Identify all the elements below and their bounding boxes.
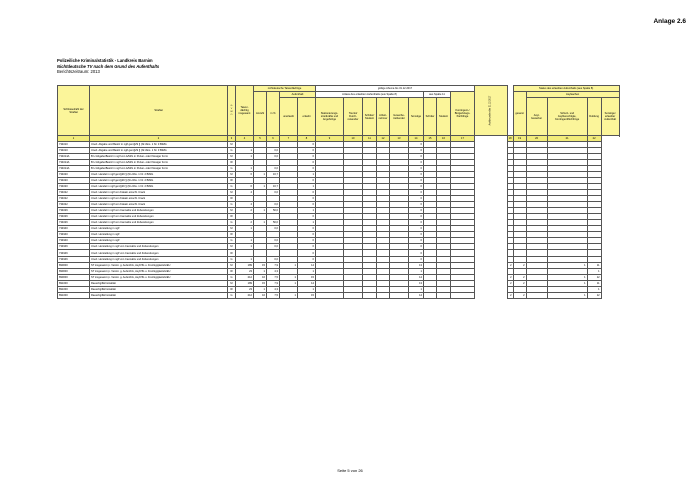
cell-c5: 1 (254, 183, 267, 189)
cell-s: Unerl. Handel in nglf gem§29 § (Nr./Abs. 1 Nr. 2 BtMG (90, 177, 228, 183)
cell-s: Unerl. Handel in nglf gem§29 § (Nr./Abs. 1 Nr. 2 BtMG (90, 171, 228, 177)
cell-c14: 14 (409, 274, 424, 280)
cell-c5: 16 (254, 292, 267, 298)
cell-c6: 0,0 (267, 238, 280, 244)
cell-k: 734014A (58, 153, 90, 159)
cell-g: M (228, 190, 236, 196)
column-gap (475, 292, 508, 298)
cell-c8: 1 (298, 183, 316, 189)
cell-c8: 0 (298, 226, 316, 232)
cell-k: 734946 (58, 244, 90, 250)
header-erlaubt: erlaubt (298, 98, 316, 136)
statistics-table (57, 85, 620, 299)
cell-c18: 2 (507, 262, 513, 268)
column-number: 21 (547, 136, 587, 142)
cell-c6: 0,0 (267, 226, 280, 232)
cell-g: G (228, 165, 236, 171)
cell-c8: 1 (298, 268, 316, 274)
cell-g: G (228, 238, 236, 244)
header-schluessel: Schlüsselzahl der Straftat (58, 86, 90, 136)
cell-c6: 16,7 (267, 183, 280, 189)
cell-k: 734026 (58, 214, 90, 220)
header-stationierung: Stationierungs- streitkräfte und Angehörige (316, 98, 344, 136)
column-number: 13 (390, 136, 409, 142)
cell-k: 734010 (58, 141, 90, 147)
cell-c14: 0 (409, 226, 424, 232)
cell-s: Unerl. Handel in nglf von Kokain einschl. Crack (90, 190, 228, 196)
cell-c14: 0 (409, 165, 424, 171)
cell-c8: 0 (298, 196, 316, 202)
cell-c7: 1 (280, 292, 298, 298)
cell-k: 734940 (58, 226, 90, 232)
header-aufenthalt: Aufenthalt (280, 92, 316, 98)
cell-c4: 2 (236, 208, 254, 214)
cell-c8: 0 (298, 238, 316, 244)
cell-k: 734022 (58, 196, 90, 202)
cell-c4: 1 (236, 256, 254, 262)
cell-g: W (228, 196, 236, 202)
header-kontingent: Kontingent-/ Bürgerkriegs- flüchtlinge (451, 92, 475, 136)
cell-g: M (228, 153, 236, 159)
cell-c14: 0 (409, 147, 424, 153)
cell-c21: 1 (547, 292, 587, 298)
column-number: 10 (344, 136, 363, 142)
cell-c8: 0 (298, 177, 316, 183)
cell-g: M (228, 226, 236, 232)
cell-c14: 0 (409, 208, 424, 214)
cell-c16 (437, 292, 451, 298)
cell-c15 (424, 292, 437, 298)
header-nichtdeutsch: nichtdeutsche Tatverdächtige (254, 86, 316, 92)
cell-g: W (228, 268, 236, 274)
cell-s: Unerl. Handel in nglf von Cannabis und Zubereitungen (90, 214, 228, 220)
cell-k: 734022 (58, 202, 90, 208)
column-number: 6 (267, 136, 280, 142)
cell-c6: 7,5 (267, 292, 280, 298)
column-number: 20 (526, 136, 547, 142)
cell-c8: 0 (298, 214, 316, 220)
cell-c4: 23 (236, 268, 254, 274)
header-gvm: G V M O (228, 86, 236, 136)
cell-s: Unerl. Herstellung in nglf von Cannabis und Zubereitungen (90, 256, 228, 262)
cell-c8: 1 (298, 220, 316, 226)
cell-k: 890000 (58, 268, 90, 274)
cell-c19: 2 (513, 262, 526, 268)
cell-c8: 0 (298, 147, 316, 153)
cell-k: 891000 (58, 292, 90, 298)
cell-c8: 0 (298, 232, 316, 238)
cell-c8: 0 (298, 141, 316, 147)
header-gewerbe: Gewerbe- treibender (390, 98, 409, 136)
header-vertical: Asylbewerber bis 31.12.2017 (475, 86, 508, 136)
cell-g: W (228, 286, 236, 292)
cell-s: ST insgesamt (o. Verstö. g. AufenthG, AsylVfG u. FreizügigkeitsG/EU (90, 274, 228, 280)
cell-c8: 15 (298, 292, 316, 298)
cell-c8: 0 (298, 165, 316, 171)
cell-c4: 1 (236, 244, 254, 250)
cell-c8: 1 (298, 171, 316, 177)
header-sonstige: Sonstige (409, 98, 424, 136)
cell-c5: 1 (254, 208, 267, 214)
cell-c9 (316, 292, 344, 298)
cell-c14: 0 (409, 244, 424, 250)
column-number: 5 (254, 136, 267, 142)
cell-k: 890000 (58, 262, 90, 268)
cell-g: M (228, 141, 236, 147)
cell-g: W (228, 177, 236, 183)
cell-c14: 0 (409, 177, 424, 183)
column-number: 3 (228, 136, 236, 142)
header-duldung: Duldung (587, 98, 601, 136)
column-number: 9 (316, 136, 344, 142)
cell-c8: 1 (298, 286, 316, 292)
cell-s: Rauschgiftkriminalität (90, 286, 228, 292)
header-straftat: Straftat (90, 86, 228, 136)
cell-c6: 50,0 (267, 208, 280, 214)
cell-g: M (228, 244, 236, 250)
cell-k: 734014A (58, 165, 90, 171)
cell-c19: 2 (513, 280, 526, 286)
column-number: 1 (58, 136, 90, 142)
cell-c4: 4 (236, 190, 254, 196)
column-number: 2 (90, 136, 228, 142)
cell-s: Unerl. Handel in nglf von Cannabis und Zubereitungen (90, 208, 228, 214)
cell-s: Unerl. Herstellung in nglf von Cannabis und Zubereitungen (90, 244, 228, 250)
cell-s: Unerl. Herstellung in nglf (90, 226, 228, 232)
header-gesamt: gesamt (513, 92, 526, 136)
cell-g: M (228, 280, 236, 286)
cell-c14: 13 (409, 262, 424, 268)
cell-s: Unerl. Abgabe und Besitz in nglf gem§29 § (Nr./Abs. 1 Nr. 3 BtMG (90, 141, 228, 147)
cell-c7: 1 (280, 280, 298, 286)
cell-c5: 15 (254, 280, 267, 286)
column-number: 19 (513, 136, 526, 142)
cell-c5: 1 (254, 286, 267, 292)
cell-c22: 11 (587, 262, 601, 268)
cell-g: W (228, 159, 236, 165)
cell-k: 891000 (58, 286, 90, 292)
cell-c6: 4,3 (267, 286, 280, 292)
cell-s: ST insgesamt (o. Verstö. g. AufenthG, AsylVfG u. FreizügigkeitsG/EU (90, 262, 228, 268)
report-header (57, 58, 159, 75)
header-in-pct: in % (267, 92, 280, 136)
cell-s: Unerl. Herstellung in nglf (90, 232, 228, 238)
cell-g: G (228, 256, 236, 262)
header-aus-spalte-11: aus Spalte 11 (424, 92, 451, 98)
cell-c7: 1 (280, 274, 298, 280)
cell-c4: 1 (236, 226, 254, 232)
header-schueler: Schüler (424, 98, 437, 136)
cell-c14: 0 (409, 141, 424, 147)
cell-c8: 0 (298, 153, 316, 159)
cell-c8: 1 (298, 208, 316, 214)
cell-c6: 7,9 (267, 262, 280, 268)
table-row (58, 292, 620, 298)
cell-k: 891000 (58, 280, 90, 286)
cell-c14: 14 (409, 292, 424, 298)
column-number: 22 (587, 136, 601, 142)
cell-k: 734946 (58, 256, 90, 262)
column-number: 16 (437, 136, 451, 142)
header-schutz: Schutz- und Asylberechtigte, Kontingentflüchtlinge (547, 98, 587, 136)
column-number: 14 (409, 136, 424, 142)
cell-g: G (228, 274, 236, 280)
cell-c18: 2 (507, 280, 513, 286)
cell-c6: 0,0 (267, 202, 280, 208)
cell-c5: 1 (254, 220, 267, 226)
cell-c4: 189 (236, 280, 254, 286)
cell-c6: 7,5 (267, 274, 280, 280)
cell-c12 (377, 292, 390, 298)
column-number: 4 (236, 136, 254, 142)
column-number: 12 (377, 136, 390, 142)
cell-s: Rauschgiftkriminalität (90, 280, 228, 286)
cell-c14: 0 (409, 159, 424, 165)
cell-g: W (228, 232, 236, 238)
cell-k: 734940 (58, 232, 90, 238)
cell-c14: 0 (409, 220, 424, 226)
cell-c22: 1 (587, 286, 601, 292)
cell-g: G (228, 202, 236, 208)
cell-k: 734020 (58, 183, 90, 189)
cell-k: 734020 (58, 177, 90, 183)
cell-g: M (228, 208, 236, 214)
cell-c4: 1 (236, 165, 254, 171)
cell-c4: 2 (236, 220, 254, 226)
header-arbeitnehmer: Arbeit- nehmer (377, 98, 390, 136)
cell-c21: 1 (547, 262, 587, 268)
cell-c6: 0,0 (267, 256, 280, 262)
cell-c22: 11 (587, 280, 601, 286)
cell-k: 734026 (58, 220, 90, 226)
report-period: Berichtszeitraum: 2013 (57, 69, 100, 75)
cell-c11 (363, 292, 377, 298)
cell-k: 734020 (58, 171, 90, 177)
cell-g: G (228, 220, 236, 226)
cell-c6: 4,3 (267, 268, 280, 274)
cell-c6: 0,0 (267, 190, 280, 196)
cell-s: Unerl. Herstellung in nglf von Cannabis und Zubereitungen (90, 250, 228, 256)
header-asylsachen: Asylsachen (526, 92, 619, 98)
cell-c18: 2 (507, 292, 513, 298)
cell-s: B.U.Abgabe/Besitz in nglf von A/M/G in Pulver- oder flüssiger Form (90, 153, 228, 159)
cell-c14: 0 (409, 153, 424, 159)
cell-c22: 12 (587, 274, 601, 280)
report-title: Polizeiliche Kriminalstatistik - Landkreis Barnim (57, 58, 153, 63)
cell-c20 (526, 292, 547, 298)
cell-s: Unerl. Handel in nglf von Cannabis und Zubereitungen (90, 220, 228, 226)
report-subtitle: Nichtdeutsche TV nach dem Grund des Aufenthalts (57, 63, 160, 69)
cell-c8: 0 (298, 256, 316, 262)
cell-k: 734940 (58, 238, 90, 244)
cell-c6: 16,7 (267, 171, 280, 177)
cell-k: 734946 (58, 250, 90, 256)
column-number: 8 (298, 136, 316, 142)
cell-c5: 1 (254, 268, 267, 274)
cell-s: Unerl. Herstellung in nglf (90, 238, 228, 244)
cell-c4: 4 (236, 202, 254, 208)
cell-s: ST insgesamt (o. Verstö. g. AufenthG, AsylVfG u. FreizügigkeitsG/EU (90, 268, 228, 274)
cell-c8: 14 (298, 262, 316, 268)
cell-c6: 0,0 (267, 244, 280, 250)
cell-c6: 7,9 (267, 280, 280, 286)
cell-c7: 1 (280, 262, 298, 268)
page-footer: Seite 5 von 26 (337, 468, 363, 473)
cell-c10 (344, 292, 363, 298)
header-sonstiger: Sonstiger erlaubter Aufenthalt (601, 98, 619, 136)
header-tourist: Tourist/ Durch- reisender (344, 98, 363, 136)
cell-c5: 1 (254, 171, 267, 177)
cell-c4: 23 (236, 286, 254, 292)
column-number: 11 (363, 136, 377, 142)
cell-c8: 15 (298, 274, 316, 280)
cell-c14: 0 (409, 202, 424, 208)
cell-g: M (228, 171, 236, 177)
column-number: 18 (508, 136, 512, 140)
column-number: 17 (451, 136, 475, 142)
cell-c14: 1 (409, 268, 424, 274)
cell-c14: 0 (409, 183, 424, 189)
cell-c14: 13 (409, 280, 424, 286)
cell-s: Unerl. Handel in nglf von Kokain einschl. Crack (90, 202, 228, 208)
header-anlass: Anlass des erlaubten Aufenthalts (aus Spalte 8) (316, 92, 424, 98)
cell-c6: 0,0 (267, 147, 280, 153)
header-anzahl: Anzahl (254, 92, 267, 136)
header-tatverdaechtig: Tatver- dächtig insgesamt (236, 86, 254, 136)
cell-c8: 0 (298, 202, 316, 208)
cell-c19: 2 (513, 274, 526, 280)
cell-c14: 0 (409, 171, 424, 177)
cell-s: Unerl. Abgabe und Besitz in nglf gem§29 § (Nr./Abs. 1 Nr. 3 BtMG (90, 147, 228, 153)
cell-c4: 6 (236, 183, 254, 189)
cell-c6: 0,0 (267, 153, 280, 159)
cell-c14: 0 (409, 196, 424, 202)
cell-c13 (390, 292, 409, 298)
header-gueltig: gültige Ahema bis 31.12.2017 (316, 86, 475, 92)
cell-c4: 1 (236, 153, 254, 159)
cell-c14: 1 (409, 286, 424, 292)
cell-k: 734014A (58, 159, 90, 165)
column-number: 7 (280, 136, 298, 142)
column-number: 15 (424, 136, 437, 142)
cell-c14: 0 (409, 256, 424, 262)
cell-g: G (228, 147, 236, 153)
cell-c21: 1 (547, 274, 587, 280)
cell-c4: 1 (236, 147, 254, 153)
cell-c5: 15 (254, 262, 267, 268)
cell-c4: 6 (236, 171, 254, 177)
header-schueler-student: Schüler/ Student (363, 98, 377, 136)
cell-k: 890000 (58, 274, 90, 280)
cell-c19: 2 (513, 292, 526, 298)
cell-c8: 0 (298, 190, 316, 196)
cell-k: 734022 (58, 190, 90, 196)
cell-c8: 0 (298, 159, 316, 165)
cell-c8: 0 (298, 250, 316, 256)
cell-g: W (228, 250, 236, 256)
cell-s: B.U.Abgabe/Besitz in nglf von A/M/G in Pulver- oder flüssiger Form (90, 165, 228, 171)
annex-label: Anlage 2.6 (653, 18, 686, 25)
cell-c14: 0 (409, 214, 424, 220)
cell-s: B.U.Abgabe/Besitz in nglf von A/M/G in Pulver- oder flüssiger Form (90, 159, 228, 165)
cell-g: G (228, 292, 236, 298)
cell-c6: 50,0 (267, 220, 280, 226)
header-asylbewerber: Asyl- bewerber (526, 98, 547, 136)
cell-s: Rauschgiftkriminalität (90, 292, 228, 298)
cell-c4: 1 (236, 238, 254, 244)
cell-c6: 0,0 (267, 165, 280, 171)
cell-c4: 212 (236, 274, 254, 280)
header-student: Student (437, 98, 451, 136)
cell-k: 734026 (58, 208, 90, 214)
cell-c18: 2 (507, 274, 513, 280)
cell-g: M (228, 262, 236, 268)
cell-c14: 0 (409, 232, 424, 238)
cell-c14: 0 (409, 250, 424, 256)
cell-c14: 0 (409, 238, 424, 244)
cell-c4: 212 (236, 292, 254, 298)
cell-c17 (451, 292, 475, 298)
cell-c22: 12 (587, 292, 601, 298)
cell-c8: 14 (298, 280, 316, 286)
cell-g: W (228, 214, 236, 220)
cell-c4: 189 (236, 262, 254, 268)
cell-c5: 16 (254, 274, 267, 280)
cell-s: Unerl. Handel in nglf gem§29 § (Nr./Abs. 1 Nr. 2 BtMG (90, 183, 228, 189)
cell-g: G (228, 183, 236, 189)
cell-s: Unerl. Handel in nglf von Kokain einschl. Crack (90, 196, 228, 202)
cell-c14: 0 (409, 190, 424, 196)
cell-c21: 1 (547, 280, 587, 286)
header-status: Status des erlaubten Aufenthalts (aus Spalte 8) (513, 86, 619, 92)
cell-k: 734010 (58, 147, 90, 153)
cell-c22: 1 (587, 268, 601, 274)
cell-c8: 0 (298, 244, 316, 250)
header-unerlaubt: unerlaubt (280, 98, 298, 136)
